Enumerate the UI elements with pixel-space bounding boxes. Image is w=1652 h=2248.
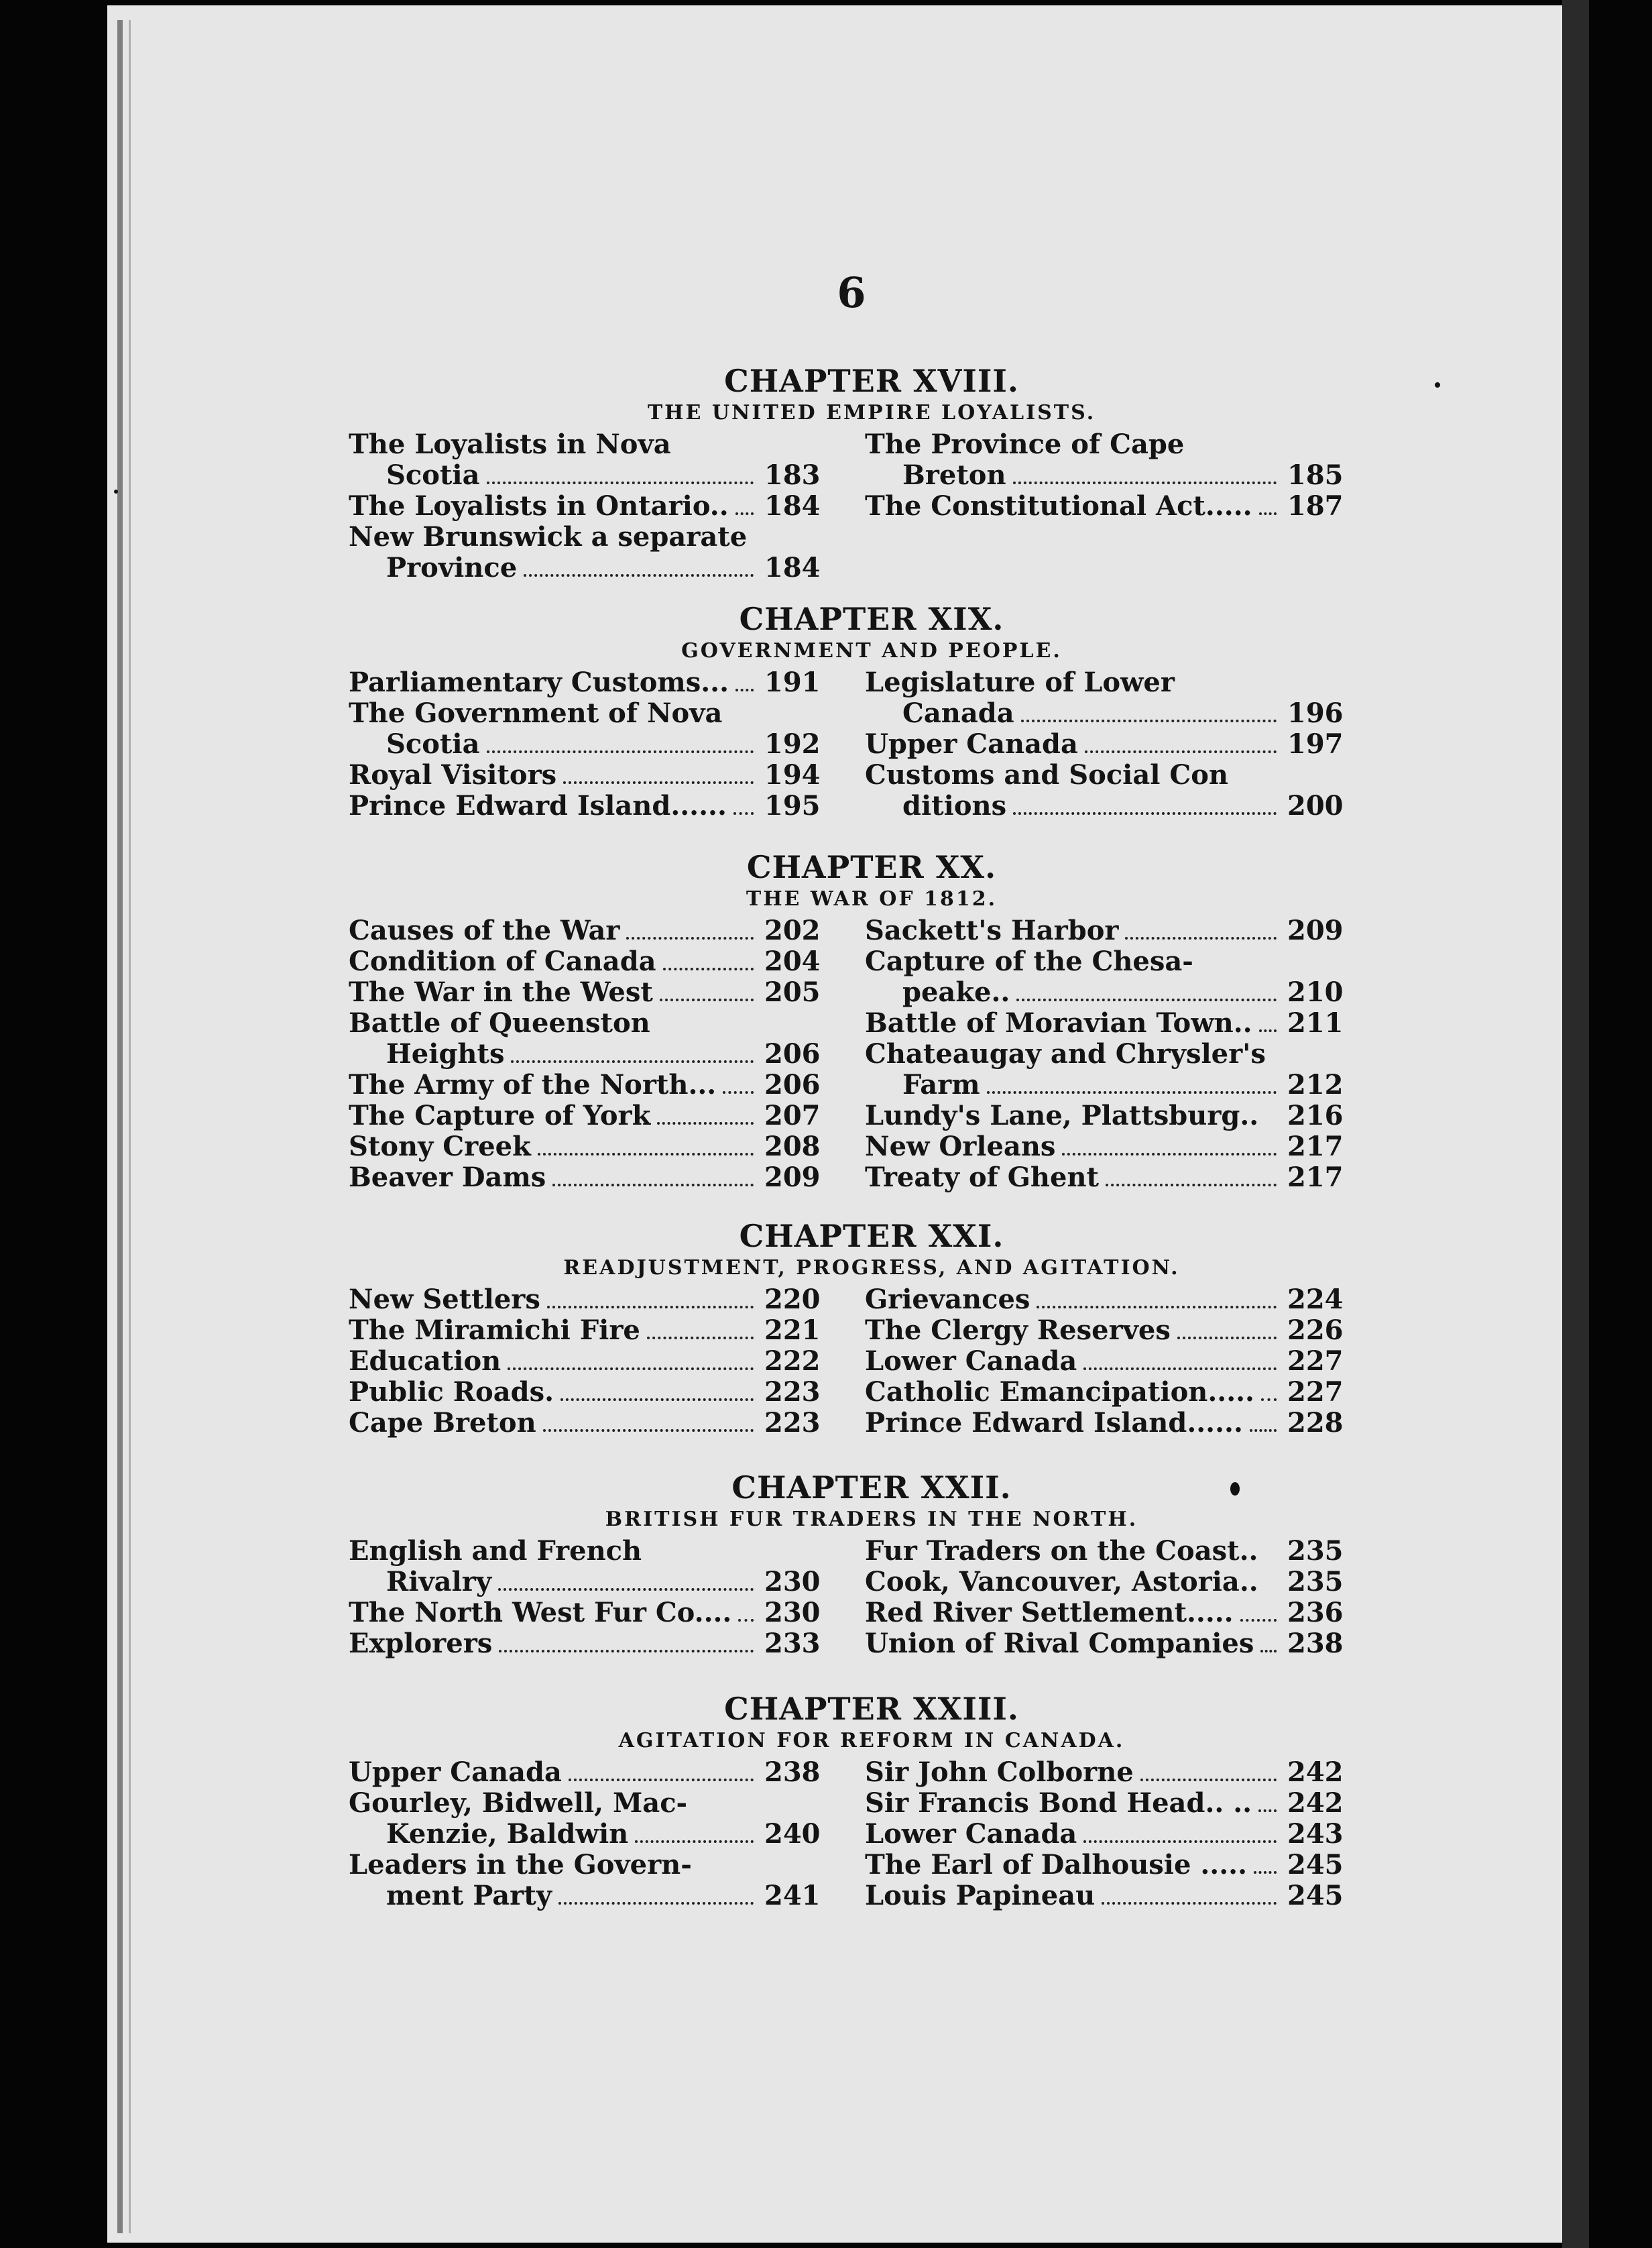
toc-entry-title: Chateaugay and Chrysler's	[865, 1038, 1266, 1070]
toc-entry-title: Causes of the War	[349, 915, 620, 946]
toc-entry	[349, 1535, 821, 1597]
dot-leader	[1062, 1150, 1277, 1156]
toc-page-number: 202	[764, 915, 821, 946]
toc-page-number: 195	[764, 790, 821, 822]
left-column	[349, 1284, 821, 1439]
toc-entry-title: The Capture of York	[349, 1100, 651, 1131]
left-column	[349, 1535, 821, 1659]
dot-leader	[723, 1088, 754, 1094]
toc-page-number: 230	[764, 1566, 821, 1597]
dot-leader	[1259, 510, 1277, 515]
toc-entry	[865, 490, 1344, 522]
toc-page-number: 226	[1287, 1314, 1344, 1346]
toc-entry	[865, 1376, 1344, 1408]
toc-page-number: 238	[764, 1756, 821, 1788]
toc-entry	[349, 490, 821, 522]
toc-page-number: 242	[1287, 1756, 1344, 1788]
toc-entry	[349, 790, 821, 822]
toc-page-number: 212	[1287, 1069, 1344, 1101]
toc-entry-title: New Orleans	[865, 1131, 1056, 1162]
toc-entry-title: Battle of Moravian Town..	[865, 1007, 1252, 1039]
right-column	[865, 429, 1344, 522]
toc-page-number: 184	[764, 490, 821, 522]
toc-entry-title: Fur Traders on the Coast..	[865, 1535, 1258, 1567]
toc-entry-title: The Army of the North...	[349, 1069, 717, 1101]
toc-entry-title: Treaty of Ghent	[865, 1162, 1100, 1193]
toc-page-number: 204	[764, 946, 821, 977]
dot-leader	[511, 1058, 754, 1063]
toc-entry-title: The Clergy Reserves	[865, 1314, 1171, 1346]
toc-entry-title: Prince Edward Island......	[865, 1407, 1243, 1439]
dot-leader	[1106, 1181, 1277, 1186]
toc-page-number: 245	[1287, 1880, 1344, 1911]
toc-entry-title: Sir Francis Bond Head.. ..	[865, 1787, 1252, 1819]
toc-page-number: 224	[1287, 1284, 1344, 1315]
toc-page-number: 187	[1287, 490, 1344, 522]
dot-leader	[1177, 1334, 1277, 1339]
toc-page-number: 240	[764, 1818, 821, 1850]
toc-entry	[865, 1100, 1344, 1131]
toc-page-number: 191	[764, 667, 821, 698]
toc-page-number: 207	[764, 1100, 821, 1131]
toc-entry-title: Capture of the Chesa-	[865, 946, 1193, 977]
scan-speck	[1230, 1482, 1240, 1496]
chapter-block	[349, 1217, 1395, 1283]
toc-entry-title: Customs and Social Con	[865, 759, 1229, 791]
toc-entry	[865, 1535, 1344, 1567]
toc-entry	[865, 946, 1344, 1008]
dot-leader	[735, 510, 754, 515]
toc-entry-title-continued: Scotia	[386, 459, 480, 491]
toc-entry-title: The Government of Nova	[349, 697, 723, 729]
toc-entry	[349, 1597, 821, 1628]
toc-page-number: 208	[764, 1131, 821, 1162]
dot-leader	[1258, 1807, 1277, 1812]
right-column	[865, 1284, 1344, 1439]
toc-page-number: 206	[764, 1069, 821, 1101]
toc-entry	[865, 1818, 1344, 1850]
dot-leader	[647, 1334, 754, 1339]
dot-leader	[1102, 1899, 1277, 1905]
toc-entry-title: Grievances	[865, 1284, 1030, 1315]
chapter-heading: CHAPTER XXIII.	[724, 1691, 1019, 1727]
dot-leader	[663, 965, 754, 970]
toc-page-number: 242	[1287, 1787, 1344, 1819]
toc-page-number: 235	[1287, 1535, 1344, 1567]
toc-entry	[865, 915, 1344, 946]
toc-entry-title: Lower Canada	[865, 1818, 1077, 1850]
chapter-block	[349, 848, 1395, 914]
toc-entry	[865, 1038, 1344, 1101]
toc-entry	[349, 1628, 821, 1659]
dot-leader	[1250, 1426, 1277, 1432]
toc-entry	[349, 1284, 821, 1315]
toc-page-number: 223	[764, 1376, 821, 1408]
toc-entry-title: Prince Edward Island......	[349, 790, 727, 822]
toc-entry	[865, 1007, 1344, 1039]
toc-page-number: 235	[1287, 1566, 1344, 1597]
dot-leader	[1021, 717, 1277, 722]
toc-page-number: 221	[764, 1314, 821, 1346]
toc-page-number: 217	[1287, 1131, 1344, 1162]
right-column	[865, 915, 1344, 1193]
toc-page-number: 185	[1287, 459, 1344, 491]
toc-entry	[865, 429, 1344, 491]
toc-entry-title: Beaver Dams	[349, 1162, 546, 1193]
toc-page-number: 222	[764, 1345, 821, 1377]
dot-leader	[738, 1616, 754, 1622]
toc-entry-title: English and French	[349, 1535, 642, 1567]
toc-page-number: 200	[1287, 790, 1344, 822]
chapter-subheading: THE UNITED EMPIRE LOYALISTS.	[647, 401, 1096, 425]
toc-entry-title: New Brunswick a separate	[349, 521, 748, 553]
left-column	[349, 667, 821, 822]
toc-entry	[349, 667, 821, 698]
dot-leader	[1083, 1365, 1277, 1370]
toc-entry-title: Upper Canada	[349, 1756, 562, 1788]
dot-leader	[508, 1365, 754, 1370]
toc-entry-title: Battle of Queenston	[349, 1007, 650, 1039]
dot-leader	[1085, 748, 1277, 753]
chapter-heading: CHAPTER XVIII.	[724, 363, 1019, 399]
dot-leader	[626, 934, 754, 940]
toc-page-number: 238	[1287, 1628, 1344, 1659]
toc-page-number: 210	[1287, 976, 1344, 1008]
toc-page-number: 227	[1287, 1345, 1344, 1377]
right-column	[865, 1756, 1344, 1911]
dot-leader	[1125, 934, 1277, 940]
toc-entry	[349, 1345, 821, 1377]
dot-leader	[558, 1899, 754, 1905]
toc-entry-title: Lower Canada	[865, 1345, 1077, 1377]
toc-entry	[865, 1787, 1344, 1819]
chapter-subheading: GOVERNMENT AND PEOPLE.	[681, 639, 1062, 663]
toc-page-number: 236	[1287, 1597, 1344, 1628]
toc-page-number: 183	[764, 459, 821, 491]
toc-entry	[865, 1131, 1344, 1162]
dot-leader	[547, 1303, 754, 1308]
toc-entry-title: Leaders in the Govern-	[349, 1849, 692, 1880]
chapter-subheading: AGITATION FOR REFORM IN CANADA.	[618, 1729, 1125, 1752]
dot-leader	[1016, 996, 1277, 1001]
toc-page-number: 228	[1287, 1407, 1344, 1439]
toc-page-number: 211	[1287, 1007, 1344, 1039]
toc-entry-title: Upper Canada	[865, 728, 1078, 760]
left-column	[349, 1756, 821, 1911]
toc-entry	[865, 1314, 1344, 1346]
toc-page-number: 197	[1287, 728, 1344, 760]
toc-entry-title-continued: Breton	[902, 459, 1006, 491]
chapter-heading: CHAPTER XXII.	[731, 1469, 1012, 1506]
dot-leader	[733, 809, 754, 815]
toc-entry	[865, 759, 1344, 822]
binding-edge	[117, 20, 123, 2233]
chapter-block	[349, 362, 1395, 428]
dot-leader	[1240, 1616, 1277, 1622]
toc-page-number: 216	[1287, 1100, 1344, 1131]
left-column	[349, 915, 821, 1193]
toc-entry-title-continued: ditions	[902, 790, 1007, 822]
toc-entry-title: The Miramichi Fire	[349, 1314, 640, 1346]
toc-page-number: 230	[764, 1597, 821, 1628]
toc-entry-title: Parliamentary Customs...	[349, 667, 729, 698]
toc-entry-title-continued: Kenzie, Baldwin	[386, 1818, 629, 1850]
toc-entry-title-continued: Scotia	[386, 728, 480, 760]
toc-entry	[865, 1407, 1344, 1439]
chapter-heading: CHAPTER XX.	[746, 849, 997, 885]
dot-leader	[657, 1119, 754, 1125]
dot-leader	[987, 1088, 1277, 1094]
right-column	[865, 1535, 1344, 1659]
toc-entry	[349, 1376, 821, 1408]
toc-entry	[865, 1284, 1344, 1315]
toc-entry-title: Louis Papineau	[865, 1880, 1096, 1911]
toc-entry-title: Explorers	[349, 1628, 493, 1659]
dot-leader	[560, 1396, 754, 1401]
toc-page-number: 243	[1287, 1818, 1344, 1850]
toc-entry-title: Legislature of Lower	[865, 667, 1175, 698]
dot-leader	[524, 571, 754, 577]
toc-entry	[349, 976, 821, 1008]
toc-entry-title: The North West Fur Co....	[349, 1597, 732, 1628]
dot-leader	[1013, 479, 1277, 484]
toc-entry	[349, 1131, 821, 1162]
dot-leader	[499, 1647, 754, 1652]
toc-page-number: 241	[764, 1880, 821, 1911]
toc-entry	[865, 1162, 1344, 1193]
dot-leader	[1140, 1776, 1277, 1781]
toc-entry	[349, 1756, 821, 1788]
toc-entry	[349, 1100, 821, 1131]
chapter-heading: CHAPTER XXI.	[739, 1218, 1004, 1254]
dot-leader	[543, 1426, 754, 1432]
toc-page-number: 194	[764, 759, 821, 791]
scan-speck	[1435, 382, 1440, 388]
toc-entry	[349, 1407, 821, 1439]
toc-page-number: 196	[1287, 697, 1344, 729]
toc-entry-title-continued: Farm	[902, 1069, 980, 1101]
toc-entry	[865, 1566, 1344, 1597]
toc-entry	[349, 1007, 821, 1070]
toc-page-number: 192	[764, 728, 821, 760]
toc-entry-title: Gourley, Bidwell, Mac-	[349, 1787, 688, 1819]
toc-page-number: 220	[764, 1284, 821, 1315]
dot-leader	[1254, 1868, 1277, 1874]
toc-entry	[349, 1787, 821, 1850]
dot-leader	[569, 1776, 754, 1781]
dot-leader	[538, 1150, 754, 1156]
dot-leader	[1260, 1647, 1277, 1652]
toc-entry	[865, 667, 1344, 729]
toc-entry-title: Sir John Colborne	[865, 1756, 1134, 1788]
toc-entry-title-continued: Rivalry	[386, 1566, 492, 1597]
toc-entry-title: The Constitutional Act.....	[865, 490, 1252, 522]
toc-page-number: 227	[1287, 1376, 1344, 1408]
toc-entry-title: Red River Settlement.....	[865, 1597, 1234, 1628]
dot-leader	[635, 1838, 754, 1843]
toc-entry-title: Condition of Canada	[349, 946, 656, 977]
toc-page-number: 209	[764, 1162, 821, 1193]
toc-entry	[349, 429, 821, 491]
toc-entry-title: Education	[349, 1345, 501, 1377]
binding-edge-inner	[129, 20, 131, 2233]
toc-entry-title: The Loyalists in Ontario..	[349, 490, 729, 522]
toc-entry-title: Lundy's Lane, Plattsburg..	[865, 1100, 1259, 1131]
toc-entry-title: The War in the West	[349, 976, 653, 1008]
scan-right-edge	[1562, 0, 1589, 2248]
toc-page-number: 217	[1287, 1162, 1344, 1193]
toc-page-number: 233	[764, 1628, 821, 1659]
left-column	[349, 429, 821, 583]
toc-entry	[865, 1628, 1344, 1659]
dot-leader	[735, 686, 754, 691]
toc-page-number: 206	[764, 1038, 821, 1070]
toc-entry-title: Public Roads.	[349, 1376, 554, 1408]
dot-leader	[660, 996, 754, 1001]
right-column	[865, 667, 1344, 822]
toc-entry	[349, 759, 821, 791]
dot-leader	[1259, 1027, 1277, 1032]
toc-page-number: 245	[1287, 1849, 1344, 1880]
toc-entry-title: Sackett's Harbor	[865, 915, 1119, 946]
dot-leader	[1013, 809, 1277, 815]
toc-page-number: 184	[764, 552, 821, 583]
chapter-subheading: THE WAR OF 1812.	[746, 887, 998, 911]
dot-leader	[552, 1181, 754, 1186]
toc-entry-title: Catholic Emancipation.....	[865, 1376, 1254, 1408]
toc-page-number: 209	[1287, 915, 1344, 946]
chapter-subheading: BRITISH FUR TRADERS IN THE NORTH.	[605, 1508, 1138, 1531]
toc-entry	[349, 521, 821, 583]
toc-entry	[349, 697, 821, 760]
toc-entry-title: The Earl of Dalhousie .....	[865, 1849, 1247, 1880]
toc-entry-title-continued: ment Party	[386, 1880, 552, 1911]
toc-entry	[349, 1314, 821, 1346]
toc-entry	[865, 1849, 1344, 1880]
toc-entry-title: Royal Visitors	[349, 759, 557, 791]
toc-page-number: 223	[764, 1407, 821, 1439]
toc-entry-title-continued: Canada	[902, 697, 1014, 729]
dot-leader	[487, 748, 754, 753]
toc-entry	[349, 1069, 821, 1101]
toc-entry-title: The Loyalists in Nova	[349, 429, 671, 460]
toc-entry	[349, 915, 821, 946]
toc-entry	[865, 1880, 1344, 1911]
toc-entry-title: Cape Breton	[349, 1407, 536, 1439]
toc-page-number: 205	[764, 976, 821, 1008]
chapter-subheading: READJUSTMENT, PROGRESS, AND AGITATION.	[563, 1256, 1180, 1280]
toc-entry	[865, 1597, 1344, 1628]
scan-speck	[114, 490, 118, 494]
toc-entry	[865, 1756, 1344, 1788]
toc-entry	[349, 1162, 821, 1193]
toc-entry-title: Union of Rival Companies	[865, 1628, 1254, 1659]
dot-leader	[487, 479, 754, 484]
toc-entry	[349, 1849, 821, 1911]
chapter-heading: CHAPTER XIX.	[739, 601, 1004, 637]
chapter-block	[349, 1690, 1395, 1756]
dot-leader	[498, 1585, 754, 1591]
chapter-block	[349, 600, 1395, 666]
dot-leader	[1037, 1303, 1277, 1308]
dot-leader	[1083, 1838, 1277, 1843]
toc-entry-title: The Province of Cape	[865, 429, 1185, 460]
toc-entry-title: Cook, Vancouver, Astoria..	[865, 1566, 1258, 1597]
toc-entry-title-continued: Heights	[386, 1038, 505, 1070]
page-paper	[107, 5, 1562, 2243]
toc-entry-title: Stony Creek	[349, 1131, 531, 1162]
toc-entry-title-continued: peake..	[902, 976, 1010, 1008]
toc-entry	[865, 728, 1344, 760]
dot-leader	[563, 779, 754, 784]
page-number: 6	[837, 268, 866, 317]
toc-entry-title: New Settlers	[349, 1284, 540, 1315]
toc-entry	[865, 1345, 1344, 1377]
dot-leader	[1261, 1396, 1277, 1401]
toc-entry	[349, 946, 821, 977]
chapter-block	[349, 1469, 1395, 1534]
toc-entry-title-continued: Province	[386, 552, 518, 583]
